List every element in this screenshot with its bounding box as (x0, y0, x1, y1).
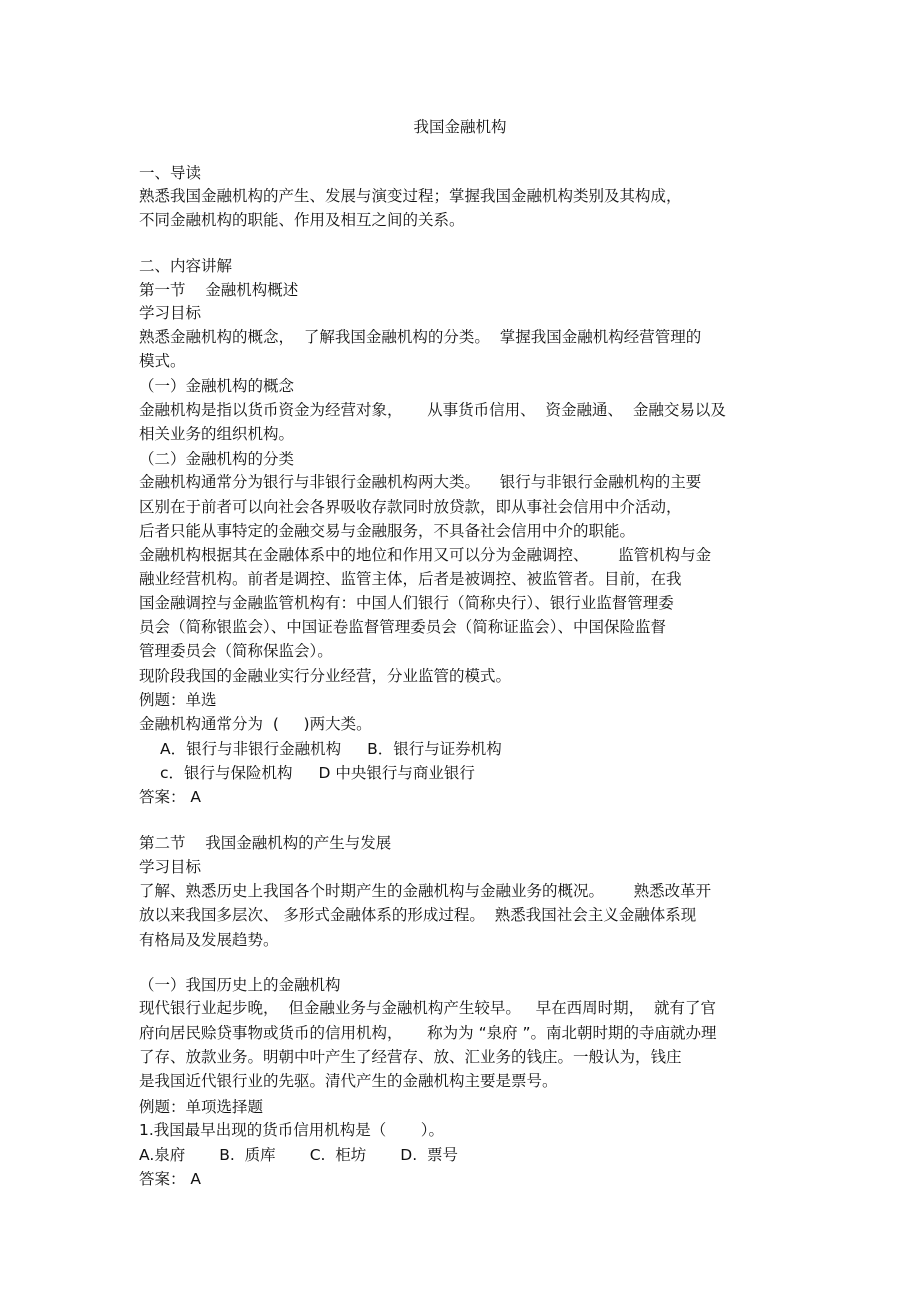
example-options-row (160, 763, 475, 783)
paragraph-line: 国金融调控与金融监管机构有：中国人们银行（简称央行）、银行业监督管理委 (139, 594, 674, 612)
paragraph-line: 了解、熟悉历史上我国各个时期产生的金融机构与金融业务的概况。 熟悉改革开 (139, 882, 712, 900)
chapter-1-title: 第一节 金融机构概述 (139, 281, 299, 299)
paragraph-line: 是我国近代银行业的先驱。清代产生的金融机构主要是票号。 (139, 1072, 558, 1090)
option-d: D 中央银行与商业银行 (318, 764, 475, 782)
paragraph-line: 模式。 (139, 352, 186, 370)
example-options-row (160, 739, 502, 759)
paragraph-line: 熟悉金融机构的概念， 了解我国金融机构的分类。 掌握我国金融机构经营管理的 (139, 328, 702, 346)
document-title: 我国金融机构 (413, 118, 507, 136)
paragraph-line: 区别在于前者可以向社会各界吸收存款同时放贷款，即从事社会信用中介活动， (139, 498, 682, 516)
option-b: B. 质库 (219, 1146, 276, 1164)
paragraph-line: 金融机构根据其在金融体系中的地位和作用又可以分为金融调控、 监管机构与金 (139, 546, 712, 564)
paragraph-line: 管理委员会（简称保监会）。 (139, 642, 333, 660)
chapter-2-title: 第二节 我国金融机构的产生与发展 (139, 834, 392, 852)
paragraph-line: 放以来我国多层次、 多形式金融体系的形成过程。 熟悉我国社会主义金融体系现 (139, 906, 697, 924)
paragraph-line: 有格局及发展趋势。 (139, 931, 279, 949)
example-question: 1.我国最早出现的货币信用机构是（ ）。 (139, 1121, 445, 1139)
paragraph-line: 现代银行业起步晚， 但金融业务与金融机构产生较早。 早在西周时期， 就有了官 (139, 999, 716, 1017)
option-c: C. 柜坊 (309, 1146, 367, 1164)
example-question: 金融机构通常分为 ( )两大类。 (139, 715, 372, 733)
paragraph-line: 不同金融机构的职能、作用及相互之间的关系。 (139, 211, 465, 229)
subsection-title: （一）我国历史上的金融机构 (139, 976, 341, 994)
section-heading-content: 二、内容讲解 (139, 257, 233, 275)
example-answer: 答案： A (139, 1170, 202, 1188)
section-heading-intro: 一、导读 (139, 164, 202, 182)
example-options-row (139, 1145, 458, 1165)
paragraph-line: 熟悉我国金融机构的产生、发展与演变过程；掌握我国金融机构类别及其构成， (139, 187, 682, 205)
option-c: c．银行与保险机构 (160, 764, 293, 782)
paragraph-line: 融业经营机构。前者是调控、监管主体，后者是被调控、被监管者。目前，在我 (139, 570, 682, 588)
option-a: A.泉府 (139, 1146, 186, 1164)
paragraph-line: 金融机构通常分为银行与非银行金融机构两大类。 银行与非银行金融机构的主要 (139, 473, 702, 491)
paragraph-line: 金融机构是指以货币资金为经营对象， 从事货币信用、 资金融通、 金融交易以及 (139, 401, 726, 419)
paragraph-line: 现阶段我国的金融业实行分业经营，分业监管的模式。 (139, 667, 512, 685)
option-b: B．银行与证券机构 (367, 740, 502, 758)
subsection-title: （一）金融机构的概念 (139, 377, 295, 395)
option-a: A．银行与非银行金融机构 (160, 740, 342, 758)
example-answer: 答案： A (139, 788, 202, 806)
paragraph-line: 了存、放款业务。明朝中叶产生了经营存、放、汇业务的钱庄。一般认为，钱庄 (139, 1048, 682, 1066)
learning-goal-heading: 学习目标 (139, 304, 202, 322)
learning-goal-heading: 学习目标 (139, 858, 202, 876)
paragraph-line: 后者只能从事特定的金融交易与金融服务，不具备社会信用中介的职能。 (139, 522, 636, 540)
subsection-title: （二）金融机构的分类 (139, 450, 295, 468)
paragraph-line: 员会（简称银监会）、中国证卷监督管理委员会（简称证监会）、中国保险监督 (139, 618, 667, 636)
example-label: 例题：单项选择题 (139, 1098, 264, 1116)
paragraph-line: 府向居民赊贷事物或货币的信用机构， 称为为 “泉府 ”。南北朝时期的寺庙就办理 (139, 1024, 717, 1042)
option-d: D. 票号 (400, 1146, 459, 1164)
paragraph-line: 相关业务的组织机构。 (139, 425, 295, 443)
example-label: 例题：单选 (139, 691, 217, 709)
